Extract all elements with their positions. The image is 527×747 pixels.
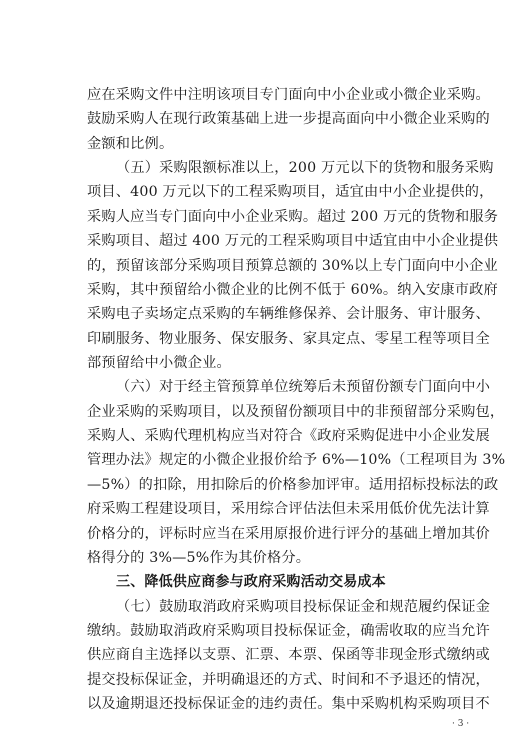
paragraph-line: 提交投标保证金，并明确退还的方式、时间和不予退还的情况，	[87, 671, 490, 688]
paragraph-line: 府采购工程建设项目，采用综合评估法但未采用低价优先法计算	[87, 501, 490, 518]
paragraph-line: 印刷服务、物业服务、保安服务、家具定点、零星工程等项目全	[87, 330, 490, 347]
paragraph-line: （五）采购限额标准以上，200 万元以下的货物和服务采购	[116, 160, 494, 177]
paragraph-line: 应在采购文件中注明该项目专门面向中小企业或小微企业采购。	[87, 87, 490, 103]
paragraph-line: 采购项目、超过 400 万元的工程采购项目中适宜由中小企业提供	[87, 233, 499, 250]
paragraph-line: 价格分的，评标时应当在采用原报价进行评分的基础上增加其价	[87, 525, 490, 542]
paragraph-line: 鼓励采购人在现行政策基础上进一步提高面向中小微企业采购的	[87, 111, 490, 128]
paragraph-line: 采购电子卖场定点采购的车辆维修保养、会计服务、审计服务、	[87, 306, 490, 323]
paragraph-line: 企业采购的采购项目，以及预留份额项目中的非预留部分采购包，	[87, 403, 505, 420]
paragraph-line: （七）鼓励取消政府采购项目投标保证金和规范履约保证金	[116, 598, 491, 615]
paragraph-line: 供应商自主选择以支票、汇票、本票、保函等非现金形式缴纳或	[87, 647, 490, 664]
paragraph-line: 管理办法》规定的小微企业报价给予 6%—10%（工程项目为 3%	[87, 452, 506, 469]
paragraph-line: 缴纳。鼓励取消政府采购项目投标保证金，确需收取的应当允许	[87, 622, 490, 639]
section-heading: 三、降低供应商参与政府采购活动交易成本	[116, 574, 386, 591]
paragraph-line: 的，预留该部分采购项目预算总额的 30%以上专门面向中小企业	[87, 257, 498, 274]
paragraph-line: 部预留给中小微企业。	[87, 355, 231, 371]
paragraph-line: 采购人、采购代理机构应当对符合《政府采购促进中小企业发展	[87, 428, 490, 444]
paragraph-line: 金额和比例。	[87, 135, 174, 152]
paragraph-line: 以及逾期退还投标保证金的违约责任。集中采购机构采购项目不	[87, 696, 490, 712]
paragraph-line: 项目、400 万元以下的工程采购项目，适宜由中小企业提供的，	[87, 184, 494, 201]
paragraph-line: （六）对于经主管预算单位统筹后未预留份额专门面向中小	[116, 379, 491, 396]
paragraph-line: 采购人应当专门面向中小企业采购。超过 200 万元的货物和服务	[87, 208, 499, 225]
paragraph-line: 格得分的 3%—5%作为其价格分。	[87, 549, 311, 566]
paragraph-line: 采购，其中预留给小微企业的比例不低于 60%。纳入安康市政府	[87, 281, 498, 298]
paragraph-line: —5%）的扣除，用扣除后的价格参加评审。适用招标投标法的政	[87, 476, 499, 493]
page-number: · 3 ·	[452, 719, 470, 729]
